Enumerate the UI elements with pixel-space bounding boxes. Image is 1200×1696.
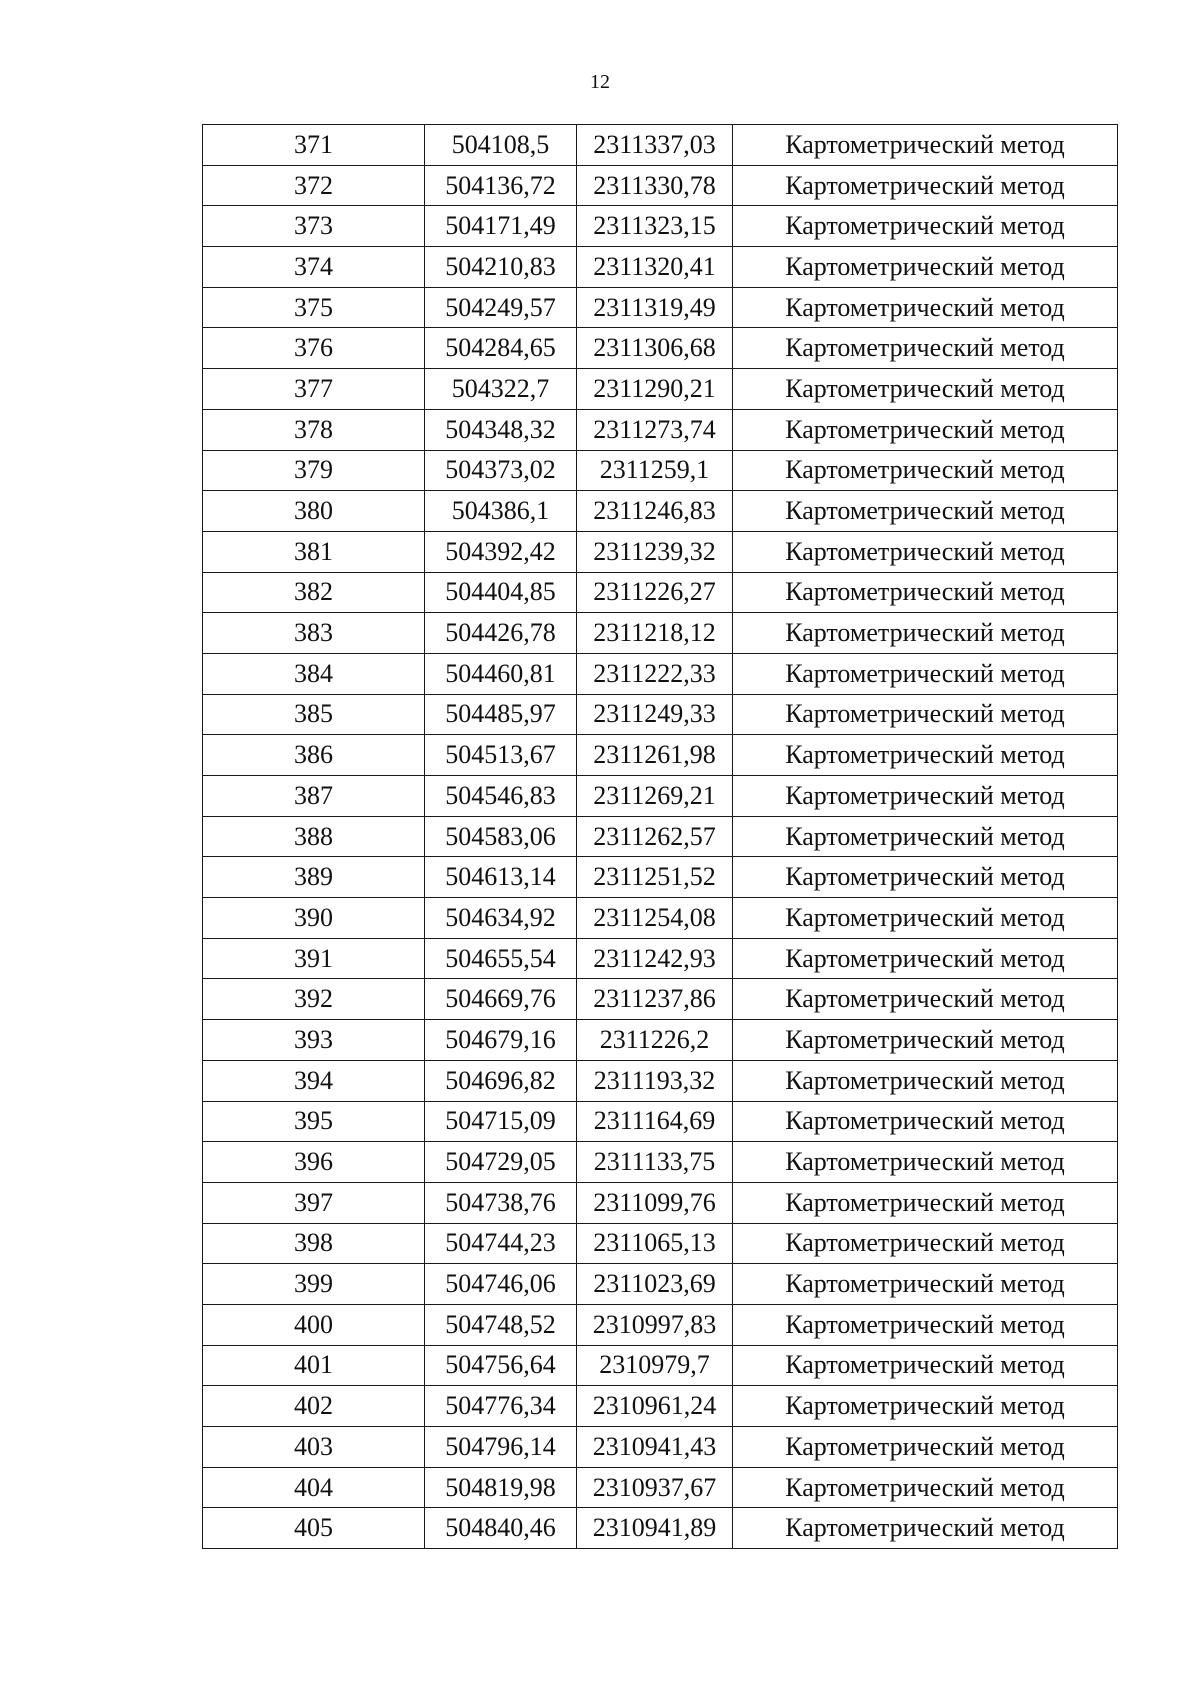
x-coordinate-cell: 504210,83: [425, 247, 577, 288]
page-number: 12: [590, 71, 610, 93]
point-number-cell: 390: [203, 898, 425, 939]
table-row: [203, 653, 1118, 694]
method-cell: Картометрический метод: [733, 1264, 1118, 1305]
table-row: [203, 572, 1118, 613]
table-row: [203, 694, 1118, 735]
table-row: [203, 491, 1118, 532]
point-number-cell: 394: [203, 1060, 425, 1101]
x-coordinate-cell: 504738,76: [425, 1182, 577, 1223]
method-cell: Картометрический метод: [733, 409, 1118, 450]
method-cell: Картометрический метод: [733, 572, 1118, 613]
table-row: [203, 328, 1118, 369]
table-row: [203, 1264, 1118, 1305]
y-coordinate-cell: 2310937,67: [577, 1467, 733, 1508]
y-coordinate-cell: 2311290,21: [577, 369, 733, 410]
y-coordinate-cell: 2311099,76: [577, 1182, 733, 1223]
method-cell: Картометрический метод: [733, 938, 1118, 979]
x-coordinate-cell: 504373,02: [425, 450, 577, 491]
x-coordinate-cell: 504669,76: [425, 979, 577, 1020]
x-coordinate-cell: 504171,49: [425, 206, 577, 247]
point-number-cell: 378: [203, 409, 425, 450]
point-number-cell: 389: [203, 857, 425, 898]
y-coordinate-cell: 2310979,7: [577, 1345, 733, 1386]
method-cell: Картометрический метод: [733, 206, 1118, 247]
point-number-cell: 395: [203, 1101, 425, 1142]
y-coordinate-cell: 2311254,08: [577, 898, 733, 939]
table-row: [203, 938, 1118, 979]
x-coordinate-cell: 504748,52: [425, 1304, 577, 1345]
method-cell: Картометрический метод: [733, 1467, 1118, 1508]
point-number-cell: 372: [203, 165, 425, 206]
table-row: [203, 1508, 1118, 1549]
y-coordinate-cell: 2310941,89: [577, 1508, 733, 1549]
method-cell: Картометрический метод: [733, 694, 1118, 735]
point-number-cell: 377: [203, 369, 425, 410]
method-cell: Картометрический метод: [733, 1060, 1118, 1101]
table-row: [203, 1182, 1118, 1223]
method-cell: Картометрический метод: [733, 1508, 1118, 1549]
table-row: [203, 125, 1118, 166]
x-coordinate-cell: 504284,65: [425, 328, 577, 369]
x-coordinate-cell: 504715,09: [425, 1101, 577, 1142]
point-number-cell: 383: [203, 613, 425, 654]
point-number-cell: 402: [203, 1386, 425, 1427]
point-number-cell: 391: [203, 938, 425, 979]
method-cell: Картометрический метод: [733, 776, 1118, 817]
x-coordinate-cell: 504322,7: [425, 369, 577, 410]
method-cell: Картометрический метод: [733, 979, 1118, 1020]
x-coordinate-cell: 504546,83: [425, 776, 577, 817]
y-coordinate-cell: 2311164,69: [577, 1101, 733, 1142]
point-number-cell: 396: [203, 1142, 425, 1183]
y-coordinate-cell: 2311262,57: [577, 816, 733, 857]
table-row: [203, 206, 1118, 247]
x-coordinate-cell: 504796,14: [425, 1427, 577, 1468]
table-row: [203, 1020, 1118, 1061]
method-cell: Картометрический метод: [733, 1345, 1118, 1386]
point-number-cell: 401: [203, 1345, 425, 1386]
point-number-cell: 386: [203, 735, 425, 776]
point-number-cell: 380: [203, 491, 425, 532]
y-coordinate-cell: 2311237,86: [577, 979, 733, 1020]
x-coordinate-cell: 504108,5: [425, 125, 577, 166]
method-cell: Картометрический метод: [733, 1101, 1118, 1142]
table-row: [203, 1223, 1118, 1264]
table-row: [203, 979, 1118, 1020]
point-number-cell: 384: [203, 653, 425, 694]
table-row: [203, 1467, 1118, 1508]
method-cell: Картометрический метод: [733, 1142, 1118, 1183]
y-coordinate-cell: 2311226,2: [577, 1020, 733, 1061]
y-coordinate-cell: 2311249,33: [577, 694, 733, 735]
x-coordinate-cell: 504583,06: [425, 816, 577, 857]
point-number-cell: 400: [203, 1304, 425, 1345]
x-coordinate-cell: 504756,64: [425, 1345, 577, 1386]
y-coordinate-cell: 2311320,41: [577, 247, 733, 288]
method-cell: Картометрический метод: [733, 125, 1118, 166]
y-coordinate-cell: 2310997,83: [577, 1304, 733, 1345]
x-coordinate-cell: 504634,92: [425, 898, 577, 939]
x-coordinate-cell: 504776,34: [425, 1386, 577, 1427]
method-cell: Картометрический метод: [733, 328, 1118, 369]
table-row: [203, 898, 1118, 939]
point-number-cell: 388: [203, 816, 425, 857]
table-row: [203, 776, 1118, 817]
point-number-cell: 385: [203, 694, 425, 735]
y-coordinate-cell: 2311269,21: [577, 776, 733, 817]
table-row: [203, 1427, 1118, 1468]
method-cell: Картометрический метод: [733, 816, 1118, 857]
x-coordinate-cell: 504613,14: [425, 857, 577, 898]
method-cell: Картометрический метод: [733, 491, 1118, 532]
x-coordinate-cell: 504348,32: [425, 409, 577, 450]
x-coordinate-cell: 504746,06: [425, 1264, 577, 1305]
method-cell: Картометрический метод: [733, 1020, 1118, 1061]
point-number-cell: 382: [203, 572, 425, 613]
method-cell: Картометрический метод: [733, 450, 1118, 491]
point-number-cell: 403: [203, 1427, 425, 1468]
x-coordinate-cell: 504819,98: [425, 1467, 577, 1508]
point-number-cell: 398: [203, 1223, 425, 1264]
table-row: [203, 409, 1118, 450]
method-cell: Картометрический метод: [733, 531, 1118, 572]
y-coordinate-cell: 2311251,52: [577, 857, 733, 898]
point-number-cell: 371: [203, 125, 425, 166]
x-coordinate-cell: 504249,57: [425, 287, 577, 328]
y-coordinate-cell: 2311246,83: [577, 491, 733, 532]
method-cell: Картометрический метод: [733, 1304, 1118, 1345]
x-coordinate-cell: 504744,23: [425, 1223, 577, 1264]
point-number-cell: 399: [203, 1264, 425, 1305]
y-coordinate-cell: 2311259,1: [577, 450, 733, 491]
x-coordinate-cell: 504426,78: [425, 613, 577, 654]
y-coordinate-cell: 2311133,75: [577, 1142, 733, 1183]
table-row: [203, 1345, 1118, 1386]
x-coordinate-cell: 504513,67: [425, 735, 577, 776]
point-number-cell: 397: [203, 1182, 425, 1223]
x-coordinate-cell: 504840,46: [425, 1508, 577, 1549]
y-coordinate-cell: 2311319,49: [577, 287, 733, 328]
y-coordinate-cell: 2311337,03: [577, 125, 733, 166]
y-coordinate-cell: 2311273,74: [577, 409, 733, 450]
method-cell: Картометрический метод: [733, 247, 1118, 288]
table-row: [203, 450, 1118, 491]
x-coordinate-cell: 504386,1: [425, 491, 577, 532]
method-cell: Картометрический метод: [733, 1223, 1118, 1264]
table-row: [203, 287, 1118, 328]
method-cell: Картометрический метод: [733, 898, 1118, 939]
y-coordinate-cell: 2311023,69: [577, 1264, 733, 1305]
y-coordinate-cell: 2311065,13: [577, 1223, 733, 1264]
y-coordinate-cell: 2311306,68: [577, 328, 733, 369]
y-coordinate-cell: 2311226,27: [577, 572, 733, 613]
y-coordinate-cell: 2311222,33: [577, 653, 733, 694]
point-number-cell: 404: [203, 1467, 425, 1508]
point-number-cell: 379: [203, 450, 425, 491]
table-row: [203, 1101, 1118, 1142]
point-number-cell: 381: [203, 531, 425, 572]
table-row: [203, 165, 1118, 206]
point-number-cell: 392: [203, 979, 425, 1020]
y-coordinate-cell: 2311323,15: [577, 206, 733, 247]
y-coordinate-cell: 2311193,32: [577, 1060, 733, 1101]
method-cell: Картометрический метод: [733, 1182, 1118, 1223]
y-coordinate-cell: 2311261,98: [577, 735, 733, 776]
point-number-cell: 387: [203, 776, 425, 817]
coordinates-table-body: [203, 125, 1118, 1549]
method-cell: Картометрический метод: [733, 857, 1118, 898]
method-cell: Картометрический метод: [733, 613, 1118, 654]
y-coordinate-cell: 2311330,78: [577, 165, 733, 206]
x-coordinate-cell: 504404,85: [425, 572, 577, 613]
table-row: [203, 1304, 1118, 1345]
table-row: [203, 735, 1118, 776]
table-row: [203, 247, 1118, 288]
coordinates-table: [202, 124, 1118, 1549]
point-number-cell: 376: [203, 328, 425, 369]
x-coordinate-cell: 504392,42: [425, 531, 577, 572]
table-row: [203, 857, 1118, 898]
method-cell: Картометрический метод: [733, 165, 1118, 206]
y-coordinate-cell: 2311242,93: [577, 938, 733, 979]
point-number-cell: 375: [203, 287, 425, 328]
table-row: [203, 369, 1118, 410]
y-coordinate-cell: 2311218,12: [577, 613, 733, 654]
point-number-cell: 393: [203, 1020, 425, 1061]
y-coordinate-cell: 2311239,32: [577, 531, 733, 572]
x-coordinate-cell: 504696,82: [425, 1060, 577, 1101]
point-number-cell: 373: [203, 206, 425, 247]
point-number-cell: 374: [203, 247, 425, 288]
x-coordinate-cell: 504485,97: [425, 694, 577, 735]
y-coordinate-cell: 2310941,43: [577, 1427, 733, 1468]
method-cell: Картометрический метод: [733, 287, 1118, 328]
table-row: [203, 1142, 1118, 1183]
point-number-cell: 405: [203, 1508, 425, 1549]
table-row: [203, 613, 1118, 654]
table-row: [203, 1386, 1118, 1427]
x-coordinate-cell: 504679,16: [425, 1020, 577, 1061]
table-row: [203, 531, 1118, 572]
x-coordinate-cell: 504136,72: [425, 165, 577, 206]
x-coordinate-cell: 504729,05: [425, 1142, 577, 1183]
method-cell: Картометрический метод: [733, 369, 1118, 410]
method-cell: Картометрический метод: [733, 735, 1118, 776]
y-coordinate-cell: 2310961,24: [577, 1386, 733, 1427]
method-cell: Картометрический метод: [733, 1427, 1118, 1468]
method-cell: Картометрический метод: [733, 1386, 1118, 1427]
table-row: [203, 1060, 1118, 1101]
method-cell: Картометрический метод: [733, 653, 1118, 694]
x-coordinate-cell: 504460,81: [425, 653, 577, 694]
x-coordinate-cell: 504655,54: [425, 938, 577, 979]
table-row: [203, 816, 1118, 857]
